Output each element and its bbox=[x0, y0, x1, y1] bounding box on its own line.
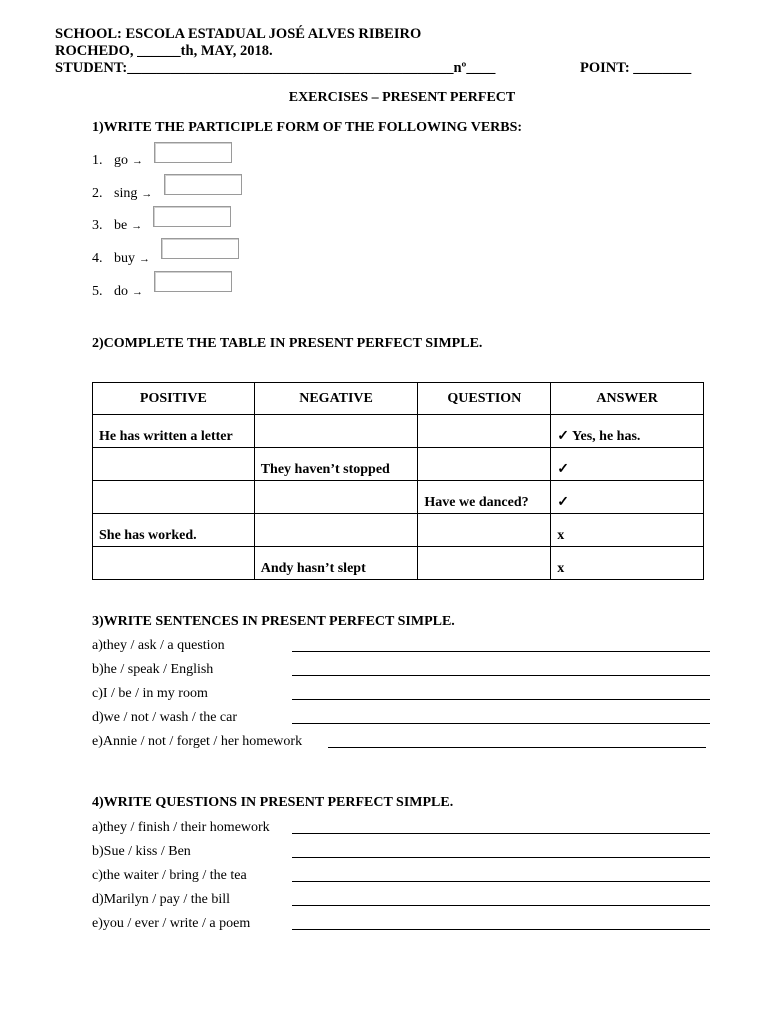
date-line: ROCHEDO, ______th, MAY, 2018. bbox=[55, 43, 273, 59]
table-cell[interactable] bbox=[418, 514, 551, 547]
student-line: STUDENT:_____________________________________________nº____ bbox=[55, 60, 496, 76]
verb-number: 4. bbox=[92, 251, 103, 266]
arrow-right-icon: → bbox=[141, 188, 153, 200]
table-cell[interactable] bbox=[93, 448, 255, 481]
table-cell[interactable] bbox=[254, 514, 418, 547]
table-cell[interactable] bbox=[93, 481, 255, 514]
verb-number: 2. bbox=[92, 186, 103, 201]
table-cell[interactable] bbox=[254, 415, 418, 448]
page-title: EXERCISES – PRESENT PERFECT bbox=[288, 90, 516, 105]
verb-text: do bbox=[114, 284, 128, 299]
table-header-row bbox=[93, 383, 704, 415]
table-cell: Andy hasn’t slept bbox=[254, 547, 418, 580]
verb-item-2 bbox=[92, 186, 152, 202]
section3-heading: 3)WRITE SENTENCES IN PRESENT PERFECT SIMPLE. bbox=[92, 614, 455, 629]
table-row bbox=[93, 514, 704, 547]
verb-item-4 bbox=[92, 251, 150, 267]
answer-line-c[interactable] bbox=[292, 699, 710, 700]
answer-line-a[interactable] bbox=[292, 651, 710, 652]
table-cell: Have we danced? bbox=[418, 481, 551, 514]
verb-item-5 bbox=[92, 284, 143, 300]
sentence-prompt-d: d)we / not / wash / the car bbox=[92, 710, 238, 725]
table-cell: He has written a letter bbox=[93, 415, 255, 448]
question-line-a[interactable] bbox=[292, 833, 710, 834]
table-row bbox=[93, 547, 704, 580]
table-cell[interactable] bbox=[418, 415, 551, 448]
point-line: POINT: ________ bbox=[580, 60, 692, 76]
table-row bbox=[93, 415, 704, 448]
table-cell: They haven’t stopped bbox=[254, 448, 418, 481]
table-cell: ✓ Yes, he has. bbox=[551, 415, 704, 448]
table-cell[interactable]: ✓ bbox=[551, 481, 704, 514]
table-row bbox=[93, 481, 704, 514]
present-perfect-table bbox=[92, 382, 704, 580]
table-cell[interactable] bbox=[418, 547, 551, 580]
sentence-prompt-a: a)they / ask / a question bbox=[92, 638, 225, 653]
arrow-right-icon: → bbox=[132, 155, 143, 167]
table-cell[interactable] bbox=[254, 481, 418, 514]
column-header-question: QUESTION bbox=[418, 383, 551, 415]
question-prompt-a: a)they / finish / their homework bbox=[92, 820, 270, 835]
table-cell: She has worked. bbox=[93, 514, 255, 547]
column-header-answer: ANSWER bbox=[551, 383, 704, 415]
question-prompt-d: d)Marilyn / pay / the bill bbox=[92, 892, 231, 907]
arrow-right-icon: → bbox=[132, 286, 143, 298]
verb-text: go bbox=[114, 153, 128, 168]
answer-line-d[interactable] bbox=[292, 723, 710, 724]
verb-item-1 bbox=[92, 153, 143, 169]
verb-text: buy bbox=[114, 251, 135, 266]
question-line-d[interactable] bbox=[292, 905, 710, 906]
arrow-right-icon: → bbox=[139, 253, 150, 265]
sentence-prompt-e: e)Annie / not / forget / her homework bbox=[92, 734, 303, 749]
table-cell[interactable]: ✓ bbox=[551, 448, 704, 481]
verb-text: sing bbox=[114, 186, 138, 201]
answer-line-b[interactable] bbox=[292, 675, 710, 676]
sentence-prompt-c: c)I / be / in my room bbox=[92, 686, 208, 701]
participle-input-1[interactable] bbox=[154, 142, 232, 163]
section1-heading: 1)WRITE THE PARTICIPLE FORM OF THE FOLLOWING VERBS: bbox=[92, 120, 523, 135]
question-line-e[interactable] bbox=[292, 929, 710, 930]
question-prompt-e: e)you / ever / write / a poem bbox=[92, 916, 251, 931]
participle-input-2[interactable] bbox=[164, 174, 242, 195]
sentence-prompt-b: b)he / speak / English bbox=[92, 662, 214, 677]
column-header-positive: POSITIVE bbox=[93, 383, 255, 415]
table-cell[interactable] bbox=[93, 547, 255, 580]
section4-heading: 4)WRITE QUESTIONS IN PRESENT PERFECT SIMPLE. bbox=[92, 795, 454, 810]
table-cell[interactable] bbox=[418, 448, 551, 481]
verb-item-3 bbox=[92, 218, 142, 234]
question-prompt-c: c)the waiter / bring / the tea bbox=[92, 868, 247, 883]
verb-number: 5. bbox=[92, 284, 103, 299]
verb-text: be bbox=[114, 218, 128, 233]
question-prompt-b: b)Sue / kiss / Ben bbox=[92, 844, 191, 859]
participle-input-5[interactable] bbox=[154, 271, 232, 292]
arrow-right-icon: → bbox=[131, 220, 143, 232]
question-line-c[interactable] bbox=[292, 881, 710, 882]
question-line-b[interactable] bbox=[292, 857, 710, 858]
participle-input-4[interactable] bbox=[161, 238, 239, 259]
section2-heading: 2)COMPLETE THE TABLE IN PRESENT PERFECT SIMPLE. bbox=[92, 336, 483, 351]
table-cell[interactable]: x bbox=[551, 547, 704, 580]
school-name: SCHOOL: ESCOLA ESTADUAL JOSÉ ALVES RIBEIRO bbox=[55, 26, 422, 42]
answer-line-e[interactable] bbox=[328, 747, 706, 748]
verb-number: 1. bbox=[92, 153, 103, 168]
verb-number: 3. bbox=[92, 218, 103, 233]
participle-input-3[interactable] bbox=[153, 206, 231, 227]
column-header-negative: NEGATIVE bbox=[254, 383, 418, 415]
table-row bbox=[93, 448, 704, 481]
table-cell[interactable]: x bbox=[551, 514, 704, 547]
